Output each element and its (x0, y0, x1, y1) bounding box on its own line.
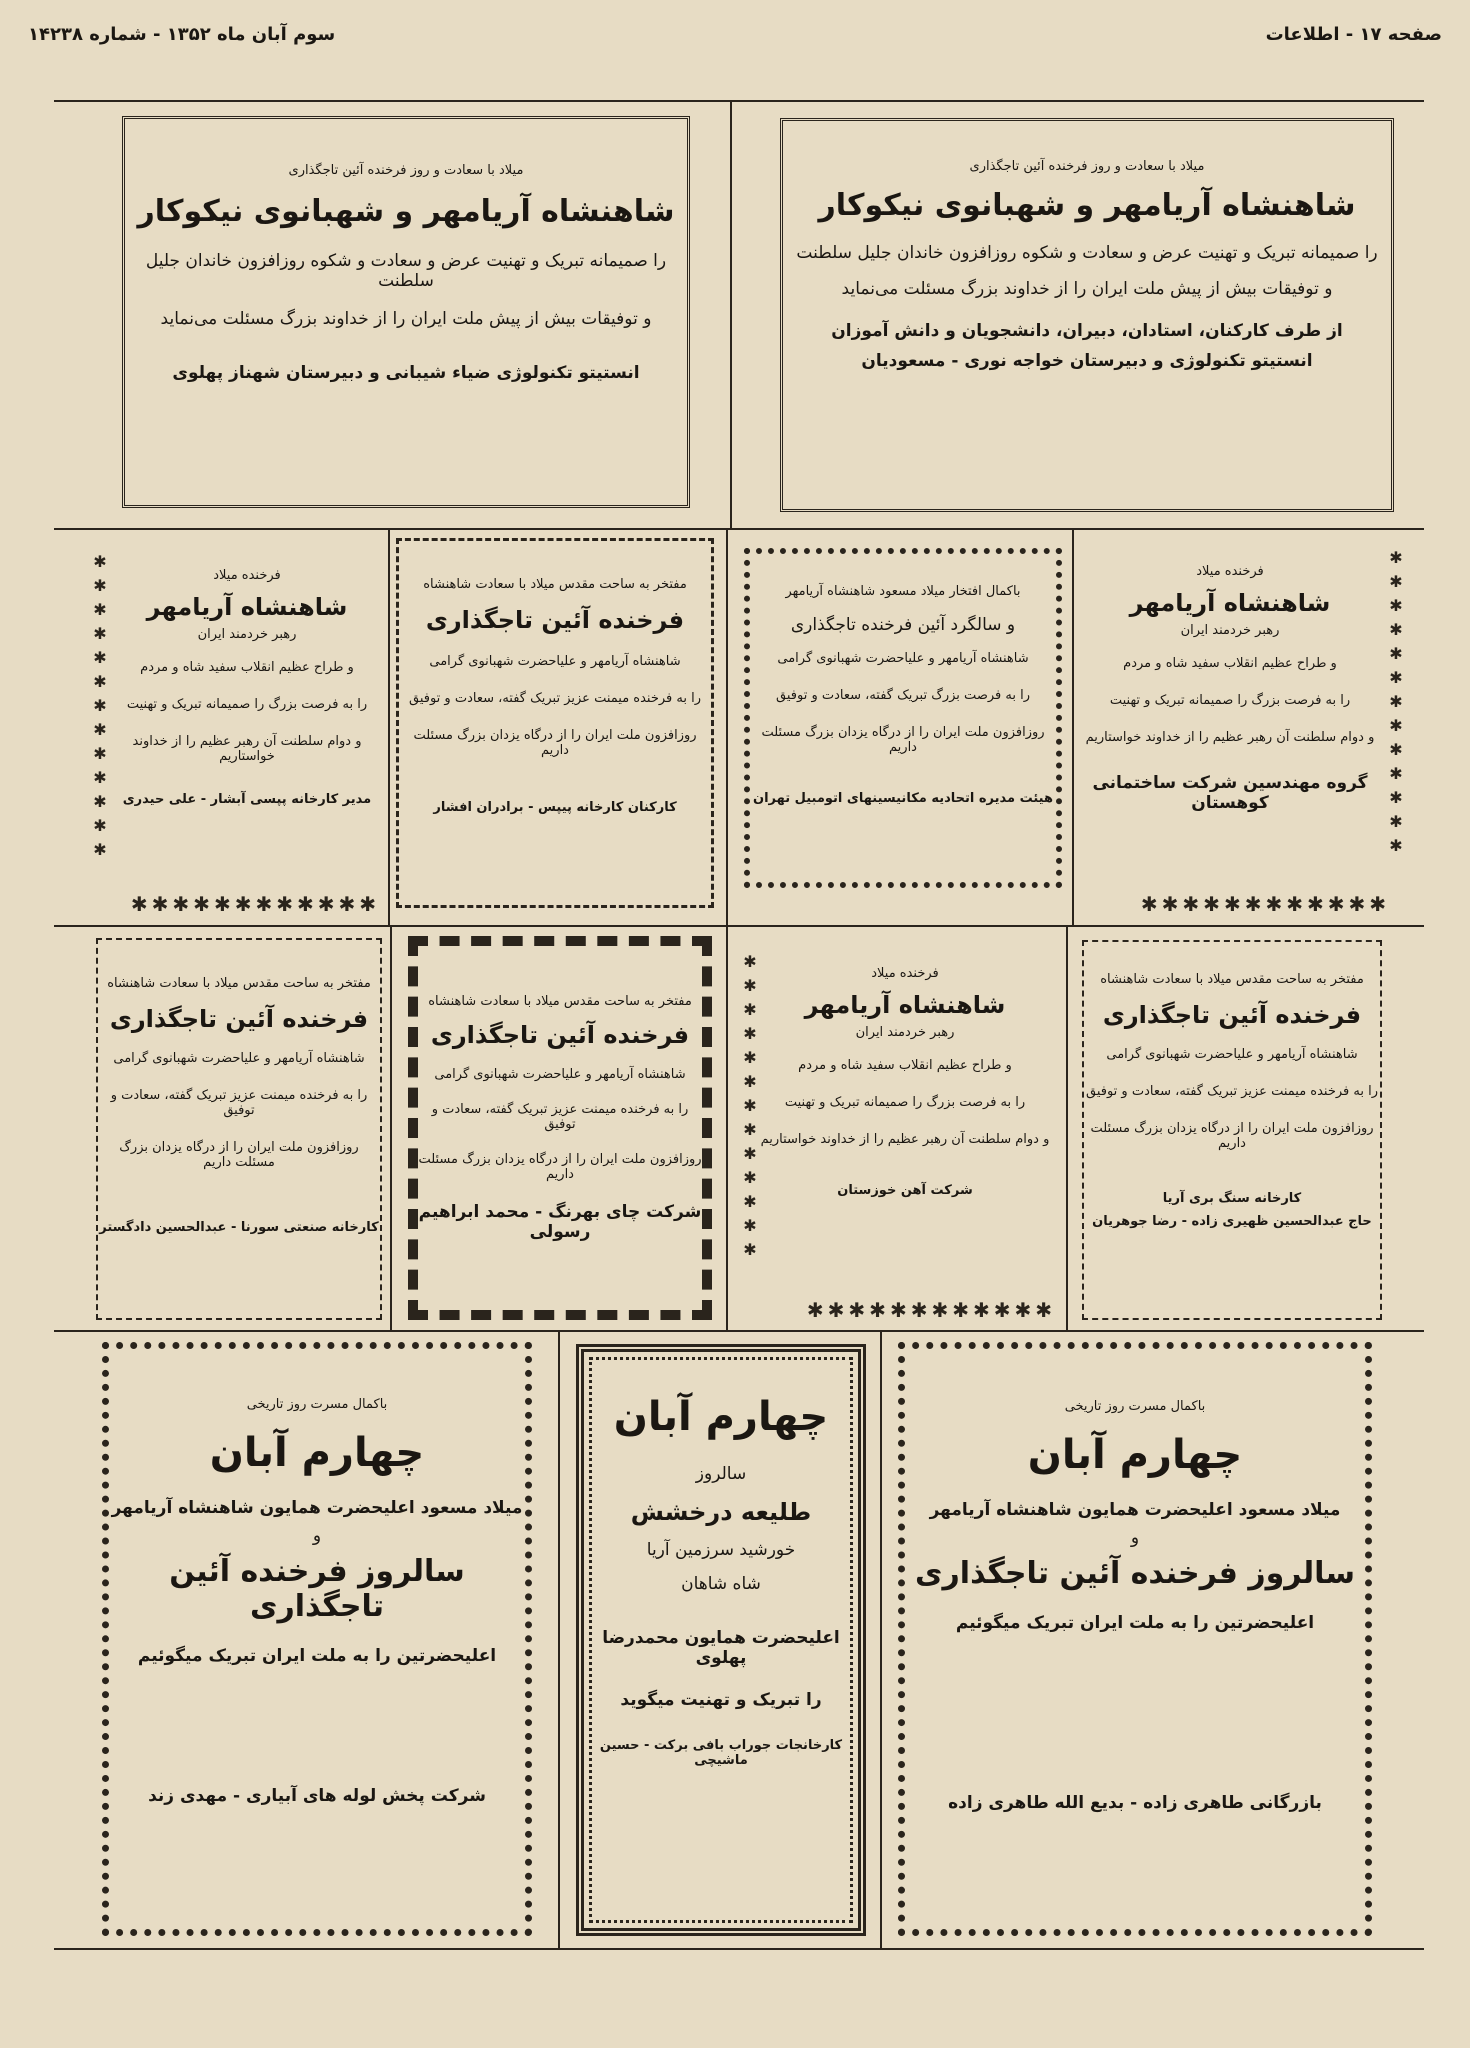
ad-intro: باکمال مسرت روز تاریخی (246, 1397, 388, 1412)
ad-signature: شرکت چای بهرنگ - محمد ابراهیم رسولی (418, 1202, 702, 1242)
ad-intro: میلاد با سعادت و روز فرخنده آئین تاجگذاری (288, 163, 524, 178)
ad-signature: کارخانجات جوراب بافی برکت - حسین ماشیچی (599, 1738, 843, 1768)
ad-r2-c3 (396, 538, 714, 908)
ad-line: شاهنشاه آریامهر و علیاحضرت شهبانوی گرامی (429, 654, 681, 669)
ad-r2-c2 (744, 548, 1062, 888)
ad-line: را به فرخنده میمنت عزیز تبریک گفته، سعادت و توفیق (431, 1102, 689, 1132)
ad-intro: میلاد با سعادت و روز فرخنده آئین تاجگذاری (969, 159, 1205, 174)
ad-conj: و (312, 1526, 322, 1546)
ad-b-center (576, 1344, 866, 1936)
ad-line: روزافزون ملت ایران را از درگاه یزدان بزرگ مسئلت داریم (413, 728, 697, 758)
ad-r3-c4 (96, 938, 382, 1320)
ad-line: را به فرصت بزرگ را صمیمانه تبریک و تهنیت (1109, 693, 1351, 708)
ad-signature: حاج عبدالحسین ظهیری زاده - رضا جوهریان (1092, 1214, 1372, 1229)
ad-line: روزافزون ملت ایران را از درگاه یزدان بزرگ مسئلت داریم (418, 1152, 702, 1182)
top-rule (54, 100, 1424, 102)
ad-line: اعلیحضرتین را به ملت ایران تبریک میگوئیم (955, 1613, 1315, 1633)
r3-divider (1066, 927, 1068, 1332)
ad-line: سالروز فرخنده آئین تاجگذاری (169, 1554, 465, 1624)
ad-intro: فرخنده میلاد (213, 568, 281, 583)
ad-line: شاه شاهان (681, 1574, 761, 1594)
r2-divider (388, 530, 390, 927)
ad-intro: مفتخر به ساحت مقدس میلاد با سعادت شاهنشاه (423, 577, 687, 592)
ad-intro: فرخنده میلاد (871, 966, 939, 981)
ad-line: میلاد مسعود اعلیحضرت همایون شاهنشاه آریامهر (111, 1498, 523, 1518)
ad-title: فرخنده آئین تاجگذاری (1102, 1001, 1362, 1029)
ad-sub: رهبر خردمند ایران (197, 627, 297, 642)
ad-intro: باکمال مسرت روز تاریخی (1064, 1399, 1206, 1414)
top-divider (730, 100, 732, 530)
ad-line: را به فرخنده میمنت عزیز تبریک گفته، سعادت و توفیق (408, 691, 702, 706)
r3-divider (726, 927, 728, 1332)
ad-line: و توفیقات بیش از پیش ملت ایران را از خداوند بزرگ مسئلت می‌نماید (160, 309, 652, 329)
ad-line: و طراح عظیم انقلاب سفید شاه و مردم (1123, 656, 1337, 671)
ad-line: را تبریک و تهنیت میگوید (620, 1690, 822, 1710)
row3-rule (54, 1330, 1424, 1332)
ad-line: و طراح عظیم انقلاب سفید شاه و مردم (798, 1058, 1012, 1073)
ad-b-left (102, 1342, 532, 1936)
ad-line: را صمیمانه تبریک و تهنیت عرض و سعادت و شکوه روزافزون خاندان جلیل سلطنت (796, 243, 1378, 263)
star-column-ornament: ✱ ✱ ✱ ✱ ✱ ✱ ✱ ✱ ✱ ✱ ✱ ✱ ✱ (93, 552, 107, 859)
ad-signature: هیئت مدیره اتحادیه مکانیسینهای اتومبیل تهران (753, 791, 1053, 806)
ad-title: شاهنشاه آریامهر و شهبانوی نیکوکار (818, 188, 1356, 223)
ad-b-right (898, 1342, 1372, 1936)
ad-intro: مفتخر به ساحت مقدس میلاد با سعادت شاهنشاه (1100, 972, 1364, 987)
ad-line: شاهنشاه آریامهر و علیاحضرت شهبانوی گرامی (1106, 1047, 1358, 1062)
ad-line: و دوام سلطنت آن رهبر عظیم را از خداوند خواستاریم (132, 734, 362, 764)
ad-signature: انستیتو تکنولوژی ضیاء شیبانی و دبیرستان شهناز پهلوی (172, 363, 640, 383)
ad-signature: شرکت آهن خوزستان (837, 1183, 973, 1198)
ad-signature: مدیر کارخانه پپسی آبشار - علی حیدری (122, 792, 372, 807)
page-number-label: صفحه ۱۷ - اطلاعات (1265, 24, 1442, 45)
ad-line: شاهنشاه آریامهر و علیاحضرت شهبانوی گرامی (434, 1067, 686, 1082)
star-column-ornament: ✱ ✱ ✱ ✱ ✱ ✱ ✱ ✱ ✱ ✱ ✱ ✱ ✱ (1389, 548, 1403, 855)
ad-sub: رهبر خردمند ایران (855, 1025, 955, 1040)
star-row-ornament: ✱✱✱✱✱✱✱✱✱✱✱✱ (130, 892, 380, 916)
ad-title: و سالگرد آئین فرخنده تاجگذاری (790, 615, 1016, 635)
ad-line: و دوام سلطنت آن رهبر عظیم را از خداوند خواستاریم (1085, 730, 1375, 745)
ad-intro: مفتخر به ساحت مقدس میلاد با سعادت شاهنشاه (428, 994, 692, 1009)
ad-signature: بازرگانی طاهری زاده - بدیع الله طاهری زاده (948, 1793, 1322, 1813)
ad-title: فرخنده آئین تاجگذاری (430, 1021, 690, 1049)
ad-title: شاهنشاه آریامهر و شهبانوی نیکوکار (137, 194, 675, 229)
ad-line: را به فرصت بزرگ را صمیمانه تبریک و تهنیت (784, 1095, 1026, 1110)
ad-line: را به فرخنده میمنت عزیز تبریک گفته، سعادت و توفیق (1085, 1084, 1379, 1099)
ad-title: فرخنده آئین تاجگذاری (425, 606, 685, 634)
ad-line: روزافزون ملت ایران را از درگاه یزدان بزرگ مسئلت داریم (1090, 1121, 1374, 1151)
ad-intro: مفتخر به ساحت مقدس میلاد با سعادت شاهنشاه (107, 976, 371, 991)
row1-rule (54, 528, 1424, 530)
ad-line: سالروز فرخنده آئین تاجگذاری (915, 1556, 1355, 1591)
ad-signature: انستیتو تکنولوژی و دبیرستان خواجه نوری - مسعودیان (861, 351, 1313, 371)
ad-signature: کارکنان کارخانه پیپس - برادران افشار (433, 800, 677, 815)
ad-title: چهارم آبان (209, 1430, 425, 1476)
ad-top-left (122, 116, 690, 508)
ad-signature: شرکت پخش لوله های آبیاری - مهدی زند (148, 1786, 486, 1806)
ad-top-right (780, 118, 1394, 512)
ad-line: را صمیمانه تبریک و تهنیت عرض و سعادت و شکوه روزافزون خاندان جلیل سلطنت (145, 251, 667, 291)
ad-r2-c4 (112, 540, 382, 880)
ad-intro: فرخنده میلاد (1196, 564, 1264, 579)
ad-line: و طراح عظیم انقلاب سفید شاه و مردم (140, 660, 354, 675)
ad-title: فرخنده آئین تاجگذاری (109, 1005, 369, 1033)
ad-title: شاهنشاه آریامهر (1129, 589, 1331, 617)
star-row-ornament: ✱✱✱✱✱✱✱✱✱✱✱✱ (1140, 892, 1390, 916)
ad-line: و توفیقات بیش از پیش ملت ایران را از خداوند بزرگ مسئلت می‌نماید (841, 279, 1333, 299)
ad-line: طلیعه درخشش (630, 1498, 812, 1526)
b-divider (880, 1332, 882, 1950)
ad-line: شاهنشاه آریامهر و علیاحضرت شهبانوی گرامی (113, 1051, 365, 1066)
ad-line: خورشید سرزمین آریا (646, 1540, 796, 1560)
ad-intro: باکمال افتخار میلاد مسعود شاهنشاه آریامهر (785, 584, 1021, 599)
ad-line: روزافزون ملت ایران را از درگاه یزدان بزرگ مسئلت داریم (119, 1140, 359, 1170)
ad-r3-c1 (1082, 940, 1382, 1320)
ad-line: را به فرصت بزرگ را صمیمانه تبریک و تهنیت (126, 697, 368, 712)
ad-r3-c3 (408, 936, 712, 1320)
ad-r2-c1 (1080, 536, 1380, 876)
ad-signature: از طرف کارکنان، استادان، دبیران، دانشجویان و دانش آموزان (831, 321, 1343, 341)
ad-line: و دوام سلطنت آن رهبر عظیم را از خداوند خواستاریم (760, 1132, 1050, 1147)
star-column-ornament: ✱ ✱ ✱ ✱ ✱ ✱ ✱ ✱ ✱ ✱ ✱ ✱ ✱ (743, 952, 757, 1259)
ad-line: را به فرصت بزرگ تبریک گفته، سعادت و توفیق (776, 688, 1030, 703)
row2-rule (54, 925, 1424, 927)
ad-line: شاهنشاه آریامهر و علیاحضرت شهبانوی گرامی (777, 651, 1029, 666)
ad-signature: کارخانه سنگ بری آریا (1162, 1191, 1302, 1206)
ad-line: روزافزون ملت ایران را از درگاه یزدان بزرگ مسئلت داریم (761, 725, 1045, 755)
ad-conj: و (1130, 1528, 1140, 1548)
ad-signature: کارخانه صنعتی سورنا - عبدالحسین دادگستر (99, 1220, 379, 1235)
ad-sub: رهبر خردمند ایران (1180, 623, 1280, 638)
ad-line: سالروز (695, 1464, 747, 1484)
ad-line: اعلیحضرتین را به ملت ایران تبریک میگوئیم (137, 1646, 497, 1666)
ad-title: شاهنشاه آریامهر (146, 593, 348, 621)
bottom-rule (54, 1948, 1424, 1950)
b-divider (558, 1332, 560, 1950)
ad-line: را به فرخنده میمنت عزیز تبریک گفته، سعادت و توفیق (110, 1088, 368, 1118)
ad-r3-c2 (760, 950, 1050, 1290)
ad-line: اعلیحضرت همایون محمدرضا پهلوی (602, 1628, 840, 1668)
ad-line: میلاد مسعود اعلیحضرت همایون شاهنشاه آریامهر (929, 1500, 1341, 1520)
r2-divider (1072, 530, 1074, 927)
star-row-ornament: ✱✱✱✱✱✱✱✱✱✱✱✱ (806, 1298, 1056, 1322)
issue-date-label: سوم آبان ماه ۱۳۵۲ - شماره ۱۴۲۳۸ (28, 24, 336, 45)
r3-divider (390, 927, 392, 1332)
ad-title: شاهنشاه آریامهر (804, 991, 1006, 1019)
r2-divider (726, 530, 728, 927)
ad-signature: گروه مهندسین شرکت ساختمانی کوهستان (1092, 773, 1368, 813)
ad-title: چهارم آبان (613, 1394, 829, 1440)
ad-title: چهارم آبان (1027, 1432, 1243, 1478)
